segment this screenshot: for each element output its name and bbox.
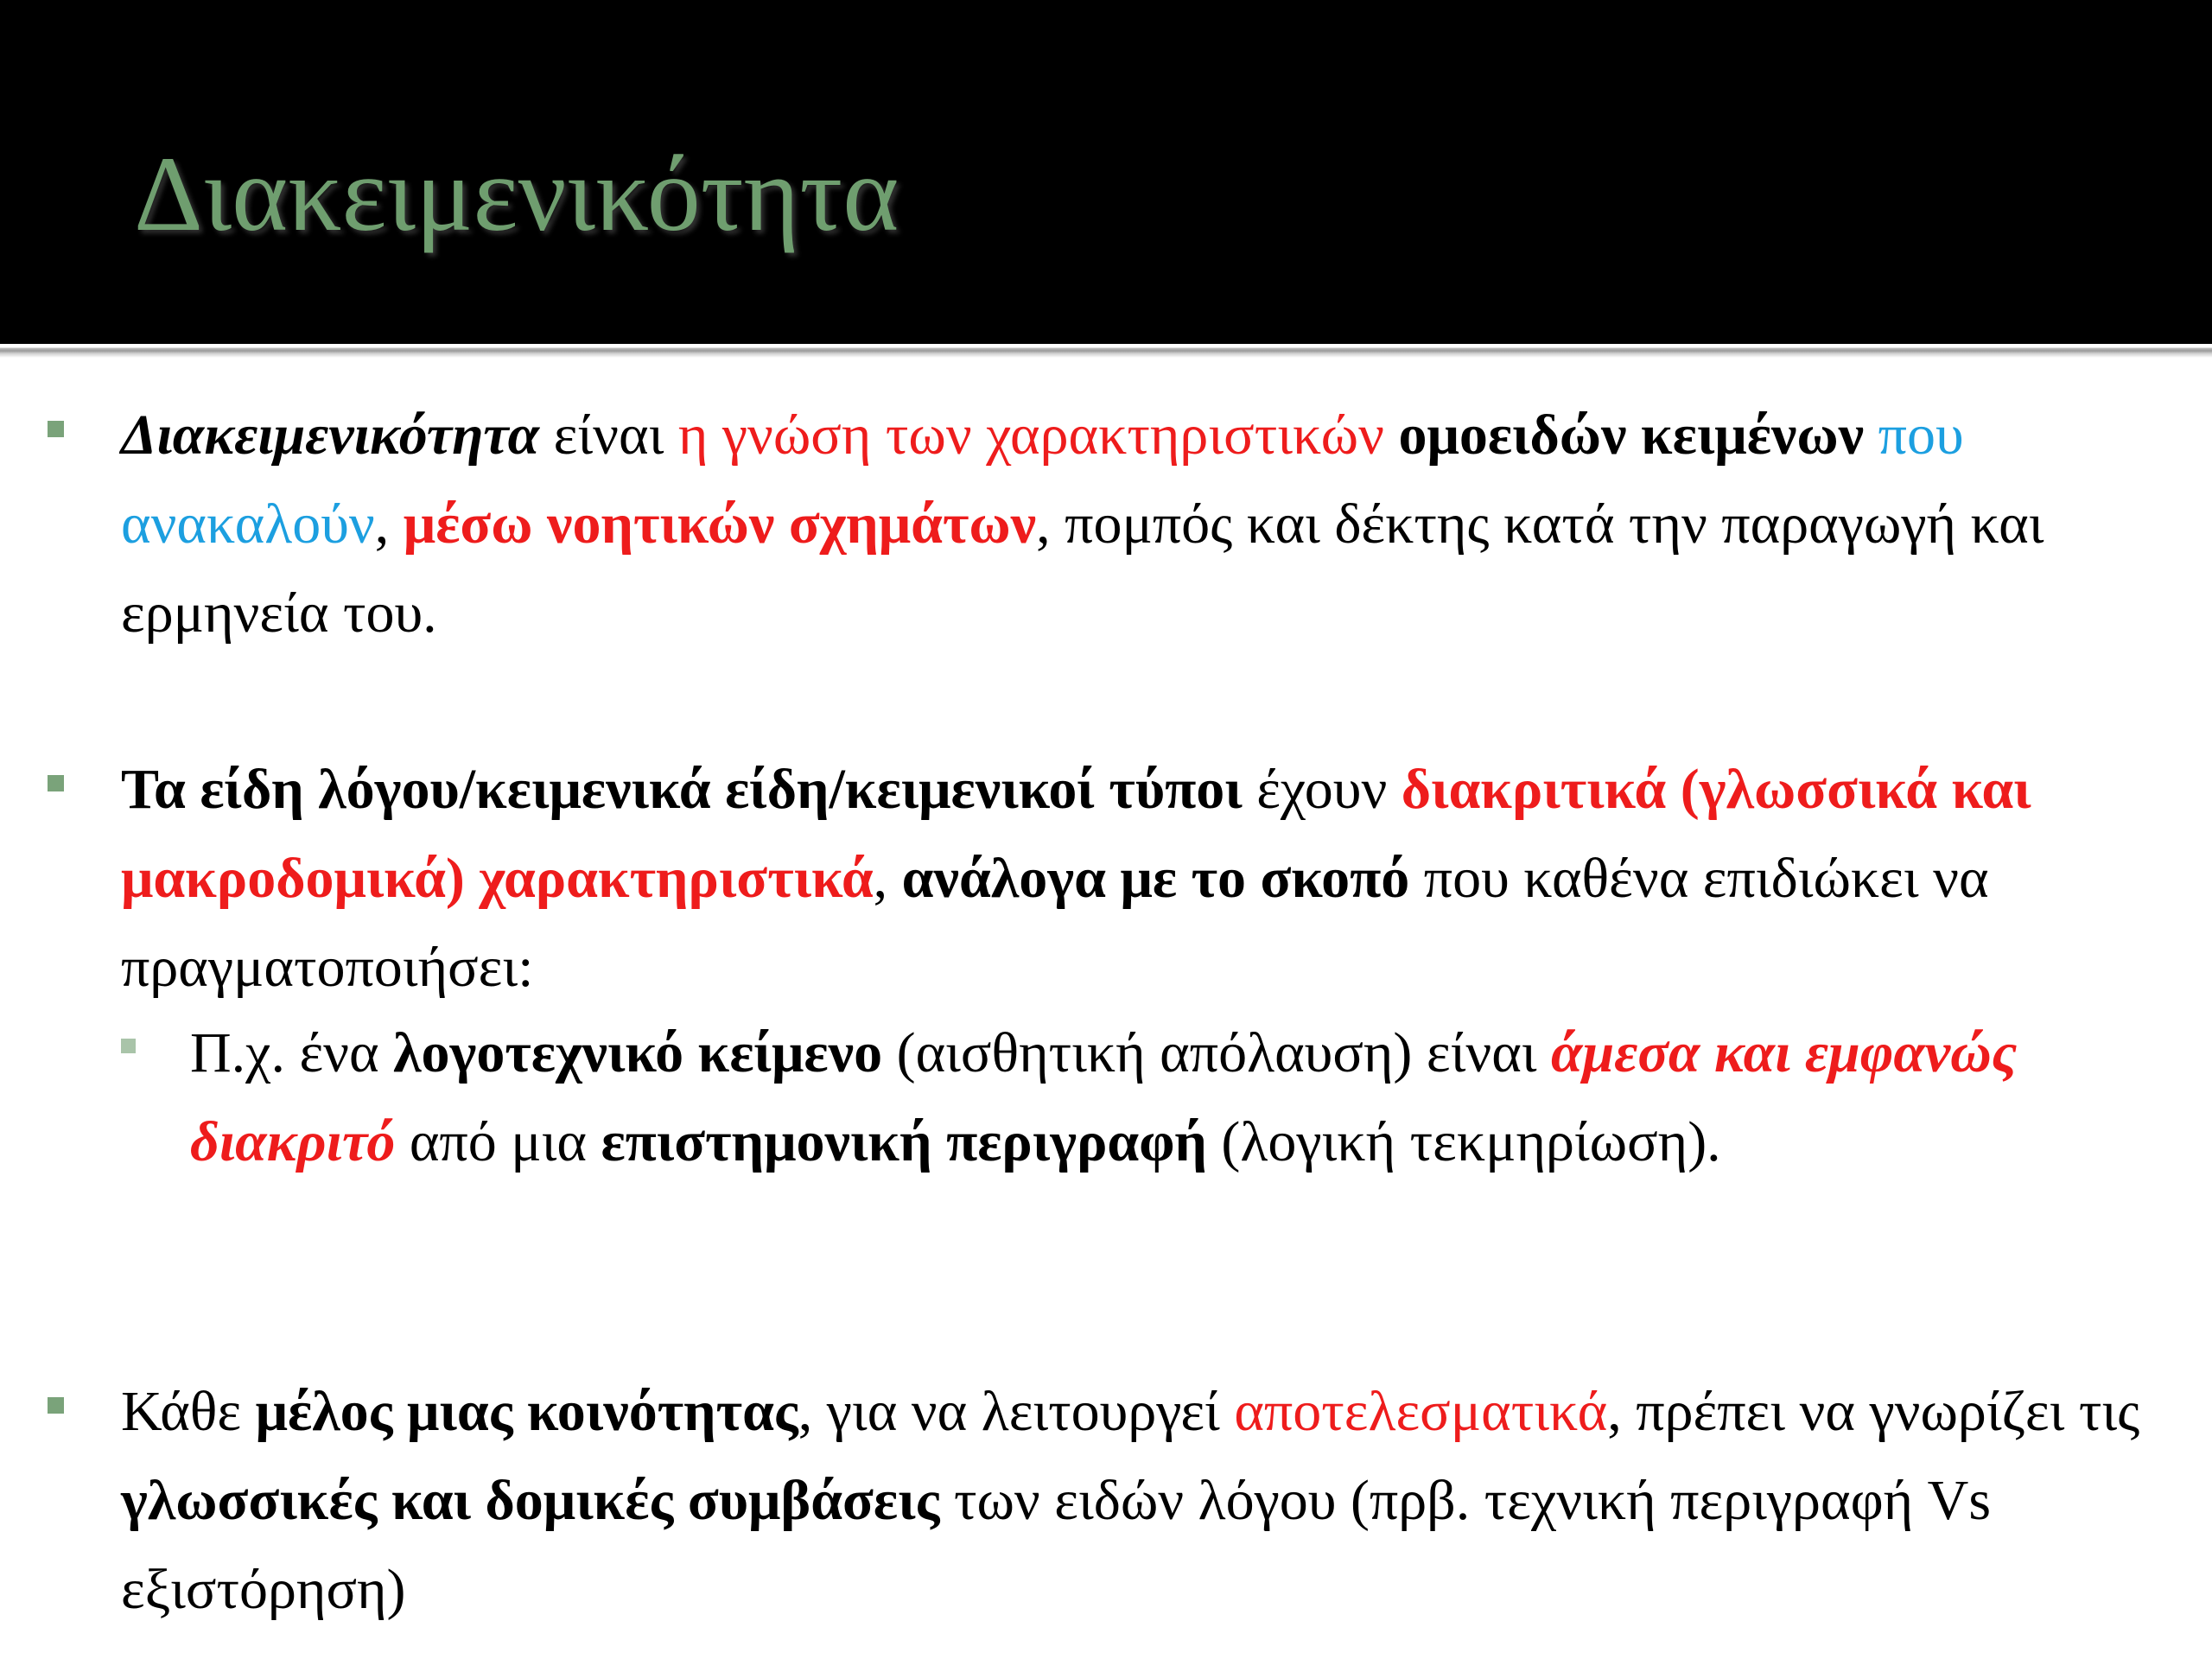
text-segment bbox=[1864, 404, 1878, 467]
text-segment: , bbox=[374, 493, 404, 556]
text-segment: ομοειδών κειμένων bbox=[1398, 404, 1865, 467]
text-segment bbox=[1384, 404, 1399, 467]
text-segment: επιστημονική περιγραφή bbox=[601, 1110, 1207, 1173]
text-segment: , πρέπει να γνωρίζει τις bbox=[1607, 1380, 2140, 1443]
bullet-marker-icon bbox=[48, 421, 64, 437]
text-segment: Διακειμενικότητα bbox=[121, 404, 540, 467]
text-segment: γλωσσικές και δομικές συμβάσεις bbox=[121, 1469, 940, 1532]
text-segment: άμεσα και εμφανώς διακριτό bbox=[190, 1021, 2018, 1173]
bullet-item-community-member bbox=[121, 1367, 2143, 1634]
sub-bullet-marker-icon bbox=[121, 1039, 136, 1053]
text-segment: Κάθε bbox=[121, 1380, 256, 1443]
text-segment: μέλος μιας κοινότητας bbox=[255, 1380, 798, 1443]
slide-title: Διακειμενικότητα bbox=[134, 135, 899, 253]
text-segment: Τα είδη λόγου/κειμενικά είδη/κειμενικοί τύποι bbox=[121, 758, 1243, 821]
text-segment: , για να λειτουργεί bbox=[798, 1380, 1235, 1443]
text-segment: (λογική τεκμηρίωση). bbox=[1206, 1110, 1721, 1173]
text-segment: η γνώση των χαρακτηριστικών bbox=[677, 404, 1384, 467]
title-bar bbox=[0, 0, 2212, 344]
title-divider bbox=[0, 344, 2212, 358]
text-segment: ανάλογα με το σκοπό bbox=[901, 847, 1410, 910]
text-segment: , bbox=[873, 847, 902, 910]
text-segment: είναι bbox=[539, 404, 678, 467]
text-segment: που καθένα επιδιώκει να πραγματοποιήσει: bbox=[121, 847, 1989, 999]
bullet-marker-icon bbox=[48, 775, 64, 791]
text-segment: διακριτικά (γλωσσικά και μακροδομικά) χαρακτηριστικά bbox=[121, 758, 2031, 910]
bullet-item-text-types bbox=[121, 745, 2143, 1012]
text-segment: μέσω νοητικών σχημάτων bbox=[403, 493, 1037, 556]
bullet-item-intertextuality bbox=[121, 391, 2143, 658]
text-segment: , πομπός και δέκτης κατά την παραγωγή και ερμηνεία του. bbox=[121, 493, 2044, 645]
text-segment: Π.χ. ένα bbox=[190, 1021, 394, 1084]
sub-bullet-item-example bbox=[190, 1008, 2160, 1186]
text-segment: λογοτεχνικό κείμενο bbox=[393, 1021, 883, 1084]
text-segment: αποτελεσματικά bbox=[1234, 1380, 1608, 1443]
text-segment: (αισθητική απόλαυση) είναι bbox=[882, 1021, 1552, 1084]
text-segment: από μια bbox=[395, 1110, 601, 1173]
bullet-marker-icon bbox=[48, 1397, 64, 1414]
text-segment: έχουν bbox=[1242, 758, 1402, 821]
text-segment: των ειδών λόγου (πρβ. τεχνική περιγραφή Vs εξιστόρηση) bbox=[121, 1469, 1992, 1621]
text-segment: που ανακαλούν bbox=[121, 404, 1964, 556]
